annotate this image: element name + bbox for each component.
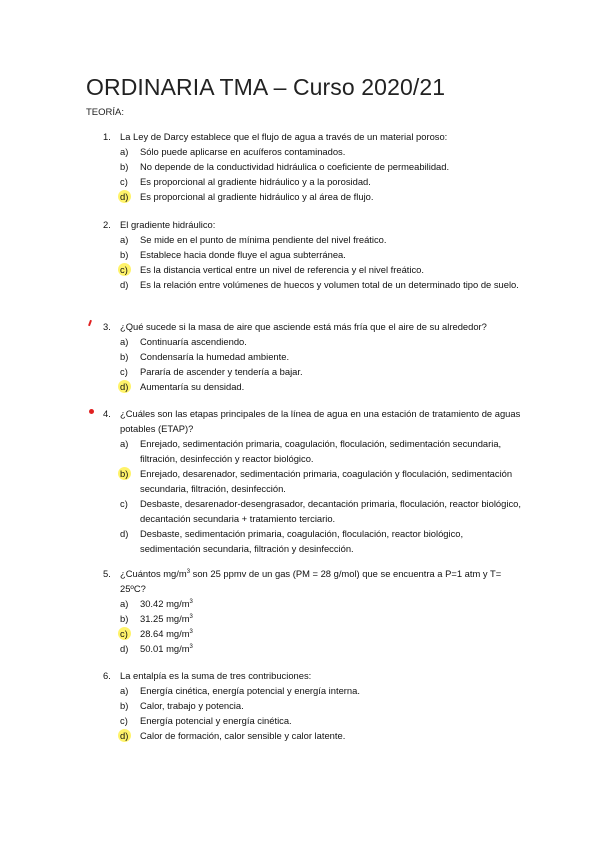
option-text: Es la distancia vertical entre un nivel de referencia y el nivel freático. (140, 264, 424, 275)
option-selected[interactable] (120, 262, 523, 277)
option-letter: b) (120, 249, 129, 260)
question-text: ¿Cuáles son las etapas principales de la línea de agua en una estación de tratamiento de aguas potables (ETAP)? (120, 408, 521, 434)
option-text: Enrejado, sedimentación primaria, coagulación, floculación, sedimentación secundaria, filtración, desinfección y reactor biológico. (140, 438, 502, 464)
option-letter: b) (120, 468, 129, 479)
question-1 (103, 129, 523, 204)
option[interactable] (120, 144, 523, 159)
option-text: Aumentaría su densidad. (140, 381, 245, 392)
option-letter: c) (120, 264, 128, 275)
option-text: Calor, trabajo y potencia. (140, 700, 244, 711)
option-text: Continuaría ascendiendo. (140, 336, 247, 347)
question-5 (103, 566, 523, 656)
option[interactable] (120, 611, 523, 626)
option-selected[interactable] (120, 379, 523, 394)
question-number: 5. (103, 568, 111, 579)
option-text: 28.64 $mg/m^3$ (140, 628, 193, 639)
option-text: Energía potencial y energía cinética. (140, 715, 292, 726)
option[interactable] (120, 174, 523, 189)
option[interactable] (120, 641, 523, 656)
option[interactable] (120, 436, 523, 466)
option-selected[interactable] (120, 189, 523, 204)
option[interactable] (120, 247, 523, 262)
question-number: 4. (103, 408, 111, 419)
option-letter: a) (120, 336, 129, 347)
question-number: 3. (103, 321, 111, 332)
option-text: 31.25 $mg/m^3$ (140, 613, 193, 624)
option[interactable] (120, 526, 523, 556)
question-3 (103, 319, 523, 394)
option-letter: c) (120, 366, 128, 377)
red-annotation-dot (89, 409, 94, 414)
option[interactable] (120, 683, 523, 698)
option[interactable] (120, 713, 523, 728)
option-selected[interactable] (120, 728, 523, 743)
option-text: Establece hacia donde fluye el agua subterránea. (140, 249, 346, 260)
option-text: Enrejado, desarenador, sedimentación primaria, coagulación y floculación, sedimentación secundaria, filtración, desinfección. (140, 468, 513, 494)
option-text: Pararía de ascender y tendería a bajar. (140, 366, 303, 377)
red-annotation-mark (88, 320, 92, 326)
question-text: La entalpía es la suma de tres contribuciones: (120, 670, 312, 681)
option-letter: d) (120, 381, 129, 392)
question-text: El gradiente hidráulico: (120, 219, 216, 230)
option-text: Se mide en el punto de mínima pendiente del nivel freático. (140, 234, 387, 245)
option-letter: a) (120, 146, 129, 157)
question-text: La Ley de Darcy establece que el flujo de agua a través de un material poroso: (120, 131, 448, 142)
option-text: Es proporcional al gradiente hidráulico y al área de flujo. (140, 191, 374, 202)
question-number: 2. (103, 219, 111, 230)
question-number: 1. (103, 131, 111, 142)
option-letter: b) (120, 351, 129, 362)
option[interactable] (120, 232, 523, 247)
question-4 (103, 406, 523, 556)
option[interactable] (120, 334, 523, 349)
option-selected[interactable] (120, 626, 523, 641)
option-letter: c) (120, 176, 128, 187)
option-letter: d) (120, 528, 129, 539)
option-text: Calor de formación, calor sensible y calor latente. (140, 730, 346, 741)
document-title: ORDINARIA TMA – Curso 2020/21 (86, 74, 446, 100)
option-letter: a) (120, 685, 129, 696)
option[interactable] (120, 496, 523, 526)
option-text: Energía cinética, energía potencial y energía interna. (140, 685, 360, 696)
option[interactable] (120, 349, 523, 364)
option-letter: c) (120, 628, 128, 639)
option-letter: a) (120, 438, 129, 449)
option-letter: a) (120, 234, 129, 245)
option-text: Es la relación entre volúmenes de huecos y volumen total de un determinado tipo de suelo. (140, 279, 519, 290)
option-letter: d) (120, 191, 129, 202)
section-heading: TEORÍA: (86, 107, 125, 118)
question-number: 6. (103, 670, 111, 681)
option-text: Condensaría la humedad ambiente. (140, 351, 290, 362)
option[interactable] (120, 159, 523, 174)
option-text: Desbaste, desarenador-desengrasador, decantación primaria, floculación, reactor biológico, decantación secundaria + tratamiento terciario. (140, 498, 521, 524)
option-letter: c) (120, 715, 128, 726)
option[interactable] (120, 698, 523, 713)
option-text: 50.01 $mg/m^3$ (140, 643, 193, 654)
option-text: Desbaste, sedimentación primaria, coagulación, floculación, reactor biológico, sedimentación secundaria, filtración y desinfección. (140, 528, 464, 554)
question-text: ¿Qué sucede si la masa de aire que asciende está más fría que el aire de su alrededor? (120, 321, 487, 332)
option-letter: d) (120, 643, 129, 654)
option-letter: d) (120, 279, 129, 290)
question-6 (103, 668, 523, 743)
option-letter: d) (120, 730, 129, 741)
option-text: Sólo puede aplicarse en acuíferos contaminados. (140, 146, 346, 157)
question-text: ¿Cuántos $mg/m^3$ son 25 ppmv de un gas (PM = 28 g/mol) que se encuentra a P=1 atm y T= 25ºC? (120, 568, 502, 594)
option-letter: b) (120, 161, 129, 172)
option-text: 30.42 $mg/m^3$ (140, 598, 193, 609)
option[interactable] (120, 277, 523, 292)
question-2 (103, 217, 523, 292)
option-selected[interactable] (120, 466, 523, 496)
option-letter: a) (120, 598, 129, 609)
option-text: No depende de la conductividad hidráulica o coeficiente de permeabilidad. (140, 161, 450, 172)
option-letter: c) (120, 498, 128, 509)
option[interactable] (120, 364, 523, 379)
option[interactable] (120, 596, 523, 611)
option-letter: b) (120, 700, 129, 711)
option-text: Es proporcional al gradiente hidráulico y a la porosidad. (140, 176, 371, 187)
option-letter: b) (120, 613, 129, 624)
